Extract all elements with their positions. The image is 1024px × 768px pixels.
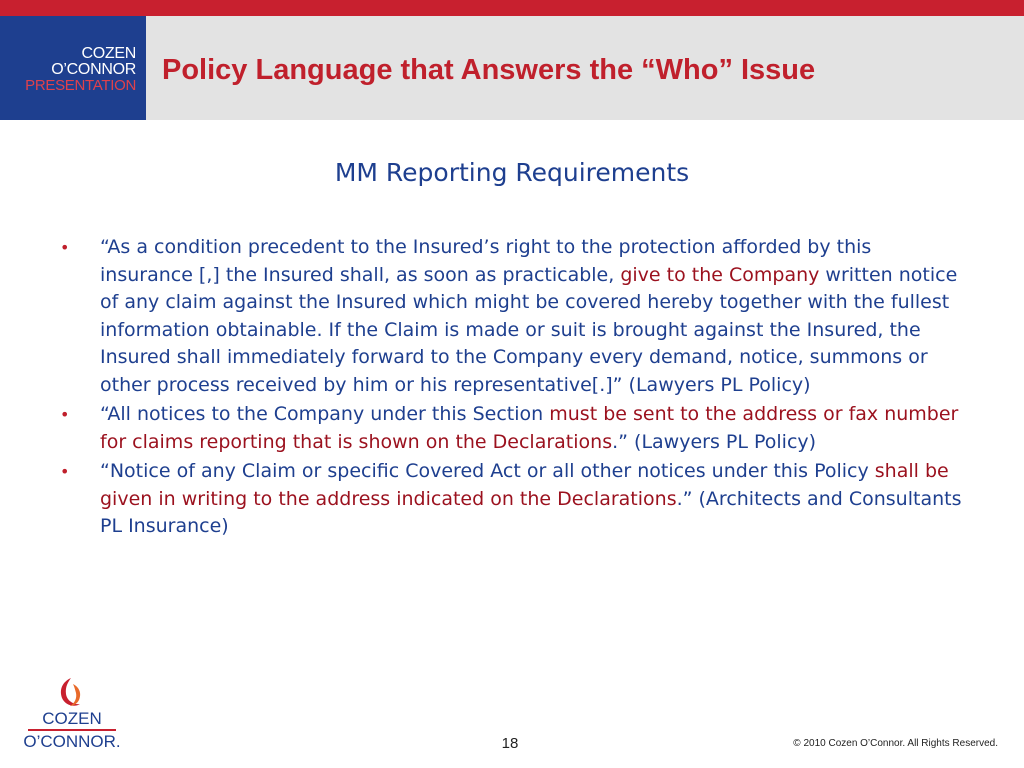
top-red-bar	[0, 0, 1024, 16]
bullet-highlight: give to the Company	[620, 263, 820, 286]
bullet-text: “All notices to the Company under this Section	[100, 403, 550, 425]
bullet-list	[60, 234, 970, 543]
footer-logo-divider	[28, 729, 116, 731]
logo-line-presentation: PRESENTATION	[25, 77, 136, 94]
bullet-highlight: must be sent to the address or fax number for claims reporting that is shown on the Declarations	[100, 403, 959, 453]
cozen-mark-icon	[56, 676, 86, 710]
bullet-text: .” (Architects and Consultants PL Insurance)	[100, 487, 962, 537]
footer-logo-cozen: COZEN	[42, 709, 102, 728]
bullet-item	[60, 458, 970, 541]
page-number: 18	[501, 735, 519, 752]
bullet-item	[60, 401, 970, 456]
slide-title: Policy Language that Answers the “Who” Issue	[162, 54, 816, 86]
bullet-dot-icon: •	[60, 405, 70, 424]
bullet-highlight: shall be given in writing to the address indicated on the Declarations	[100, 460, 949, 510]
presentation-logo	[0, 16, 146, 120]
slide-subtitle: MM Reporting Requirements	[334, 158, 690, 187]
logo-line-cozen: COZEN	[81, 45, 136, 62]
bullet-text: .” (Lawyers PL Policy)	[612, 430, 817, 453]
footer-logo-oconnor: O’CONNOR.	[23, 732, 121, 751]
bullet-text: written notice of any claim against the Insured which might be covered hereby together with the fullest information obtainable. If the Claim is made or suit is brought against the Insured, the Insured shall immediately forward to the Company every demand, notice, summons or other process received by him or his representative[.]” (Lawyers PL Policy)	[100, 263, 958, 396]
bullet-dot-icon: •	[60, 462, 70, 481]
copyright-notice: © 2010 Cozen O’Connor. All Rights Reserved.	[793, 738, 998, 749]
bullet-text: “Notice of any Claim or specific Covered Act or all other notices under this Policy	[100, 460, 875, 482]
logo-line-oconnor: O’CONNOR	[51, 61, 136, 78]
bullet-item	[60, 234, 970, 399]
bullet-text: “As a condition precedent to the Insured’s right to the protection afforded by this insurance [,] the Insured shall, as soon as practicable,	[100, 236, 872, 286]
footer-logo	[22, 670, 122, 756]
bullet-dot-icon: •	[60, 238, 70, 257]
